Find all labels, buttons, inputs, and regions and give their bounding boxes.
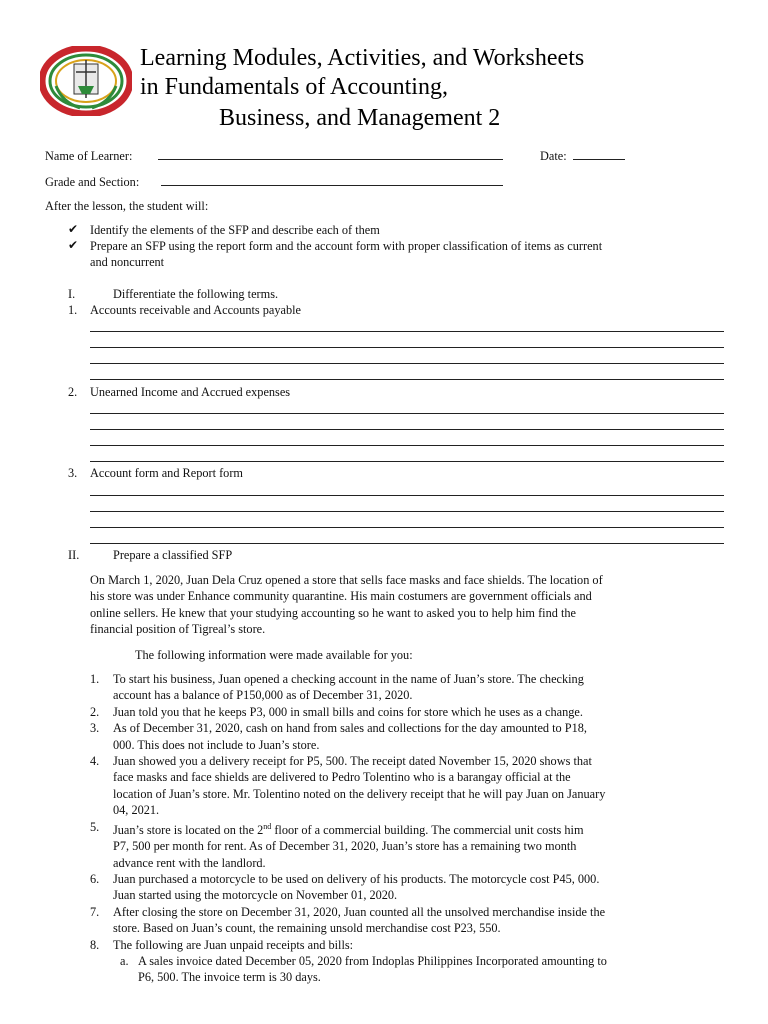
item-number: 8.	[90, 937, 100, 952]
grade-label: Grade and Section:	[45, 175, 140, 189]
list-item	[90, 704, 730, 720]
objective-check-icon: ✔	[68, 238, 79, 252]
list-item-line: face masks and face shields are delivered to Pedro Tolentino who is a barangay official at the	[113, 770, 571, 785]
title-line-1: Learning Modules, Activities, and Worksheets	[140, 45, 585, 71]
intro-text: After the lesson, the student will:	[45, 199, 209, 213]
school-seal-icon	[40, 46, 132, 116]
case-paragraph	[90, 572, 730, 638]
part1-item-3: Account form and Report form	[90, 466, 243, 480]
list-item-line: As of December 31, 2020, cash on hand from sales and collections for the day amounted to P18,	[113, 721, 587, 736]
answer-line[interactable]	[90, 543, 724, 544]
paragraph-line: online sellers. He knew that your studying accounting so he want to asked you to help him find the	[90, 605, 576, 620]
list-item-line	[113, 819, 730, 839]
list-item-line: location of Juan’s store. Mr. Tolentino noted on the delivery receipt that he will pay Juan on January	[113, 786, 606, 801]
info-intro: The following information were made available for you:	[135, 648, 413, 662]
item-number: 3.	[68, 466, 78, 480]
objective-check-icon: ✔	[68, 222, 79, 236]
list-item-line: store. Based on Juan’s count, the remaining unsold merchandise cost P23, 550.	[113, 921, 501, 936]
list-item	[90, 671, 730, 704]
list-item-line: After closing the store on December 31, 2020, Juan counted all the unsolved merchandise inside the	[113, 904, 606, 919]
answer-line[interactable]	[90, 495, 724, 496]
list-item-line: 000. This does not include to Juan’s store.	[113, 737, 320, 752]
date-field[interactable]	[573, 159, 625, 160]
list-item	[90, 753, 730, 819]
objective-item: Identify the elements of the SFP and describe each of them	[90, 223, 380, 237]
item-number: 4.	[90, 754, 100, 769]
paragraph-line: On March 1, 2020, Juan Dela Cruz opened a store that sells face masks and face shields. The location of	[90, 573, 603, 587]
page-title	[140, 44, 740, 133]
answer-line[interactable]	[90, 429, 724, 430]
list-item-line: To start his business, Juan opened a checking account in the name of Juan’s store. The checking	[113, 672, 584, 686]
item-number: 5.	[90, 819, 100, 834]
item-number: 1.	[90, 672, 100, 686]
sub-item-letter: a.	[120, 954, 129, 968]
part2-heading: Prepare a classified SFP	[113, 548, 233, 562]
item-number: 1.	[68, 303, 78, 317]
list-item	[90, 904, 730, 937]
part1-item-2: Unearned Income and Accrued expenses	[90, 385, 291, 399]
list-item-line: Juan started using the motorcycle on November 01, 2020.	[113, 888, 398, 903]
list-item-line: P7, 500 per month for rent. As of December 31, 2020, Juan’s store has a remaining two month	[113, 839, 577, 854]
date-label: Date:	[540, 149, 567, 163]
name-field[interactable]	[158, 159, 503, 160]
list-item-text: Juan’s store is located on the 2	[113, 822, 264, 837]
list-item-line: Juan showed you a delivery receipt for P5, 500. The receipt dated November 15, 2020 shows that	[113, 754, 592, 769]
list-item-line: A sales invoice dated December 05, 2020 from Indoplas Philippines Incorporated amounting to	[138, 954, 607, 968]
school-logo	[40, 46, 132, 116]
answer-line[interactable]	[90, 445, 724, 446]
list-item	[90, 819, 730, 871]
objective-item: and noncurrent	[90, 255, 165, 269]
paragraph-line: his store was under Enhance community quarantine. His main costumers are government officials and	[90, 589, 592, 604]
list-item-line: account has a balance of P150,000 as of December 31, 2020.	[113, 688, 413, 703]
part2-numeral: II.	[68, 548, 80, 562]
list-item-line: advance rent with the landlord.	[113, 855, 266, 870]
item-number: 2.	[68, 385, 78, 399]
list-item-line: P6, 500. The invoice term is 30 days.	[138, 970, 321, 985]
info-list	[90, 671, 730, 986]
list-item-line: Juan purchased a motorcycle to be used on delivery of his products. The motorcycle cost P45, 000.	[113, 871, 600, 886]
title-line-3: Business, and Management 2	[219, 105, 501, 131]
part1-numeral: I.	[68, 287, 76, 301]
name-label: Name of Learner:	[45, 149, 133, 163]
answer-line[interactable]	[90, 347, 724, 348]
answer-line[interactable]	[90, 363, 724, 364]
ordinal-suffix: nd	[263, 821, 272, 831]
list-item-line: The following are Juan unpaid receipts and bills:	[113, 937, 354, 952]
list-item	[90, 871, 730, 904]
item-number: 7.	[90, 904, 100, 919]
list-item-line: Juan told you that he keeps P3, 000 in small bills and coins for store which he uses as a change.	[113, 704, 583, 719]
sub-list-item	[90, 953, 730, 986]
answer-line[interactable]	[90, 413, 724, 414]
paragraph-line: financial position of Tigreal’s store.	[90, 622, 266, 637]
list-item	[90, 720, 730, 753]
list-item-line: 04, 2021.	[113, 803, 160, 818]
item-number: 3.	[90, 721, 100, 736]
answer-line[interactable]	[90, 379, 724, 380]
objective-item: Prepare an SFP using the report form and the account form with proper classification of items as current	[90, 239, 603, 253]
item-number: 2.	[90, 704, 100, 719]
list-item-text: floor of a commercial building. The commercial unit costs him	[271, 822, 584, 837]
part1-item-1: Accounts receivable and Accounts payable	[90, 303, 302, 317]
grade-field[interactable]	[161, 185, 503, 186]
part1-heading: Differentiate the following terms.	[113, 287, 279, 301]
list-item	[90, 937, 730, 953]
title-line-2: in Fundamentals of Accounting,	[140, 74, 448, 100]
answer-line[interactable]	[90, 461, 724, 462]
answer-line[interactable]	[90, 331, 724, 332]
answer-line[interactable]	[90, 511, 724, 512]
answer-line[interactable]	[90, 527, 724, 528]
item-number: 6.	[90, 871, 100, 886]
